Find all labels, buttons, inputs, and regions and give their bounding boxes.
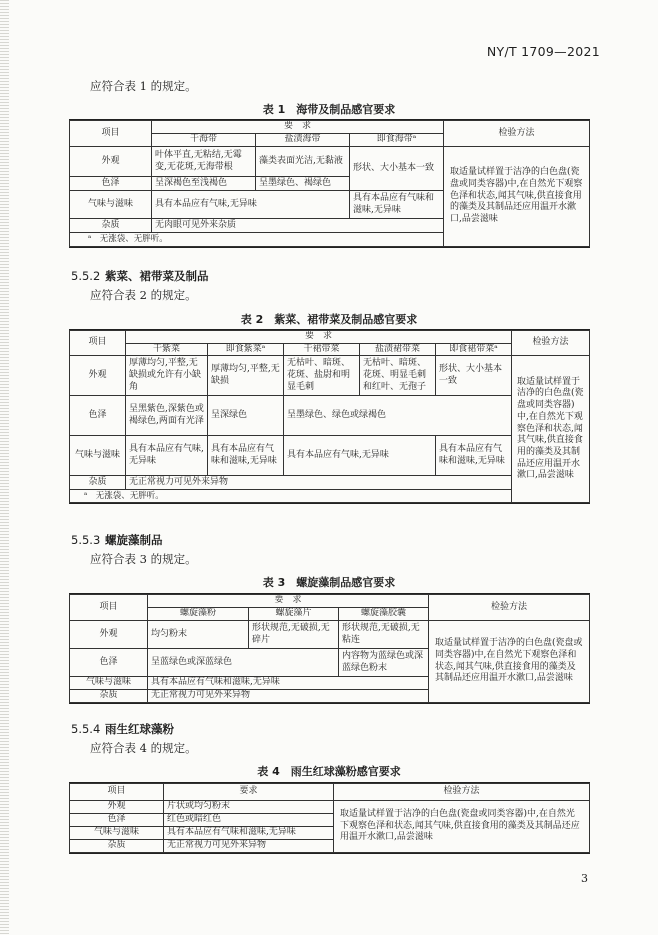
section-5-5-4 [71, 721, 174, 737]
table2-cell: 具有本品应有气味和滋味,无异味 [436, 436, 512, 476]
table1-sub-dry: 干海带 [152, 134, 256, 147]
table1-item-header: 项目 [70, 121, 152, 147]
table1-cell: 形状、大小基本一致 [350, 147, 444, 191]
table4-method-header: 检验方法 [334, 784, 590, 801]
table3-sub: 螺旋藻片 [249, 608, 339, 621]
table1-cell: 藻类表面光洁,无黏液 [256, 147, 350, 177]
table3-cell: 形状规范,无破损,无碎片 [249, 621, 339, 649]
table2-cell: 无枯叶、暗斑、花斑、明显毛刺和红叶、无孢子 [360, 356, 436, 396]
table2-sub: 干裙带菜 [284, 343, 360, 356]
table1-sub-salted: 盐渍海带 [256, 134, 350, 147]
table3-item-header: 项目 [70, 595, 148, 621]
section-number: 5.5.2 [71, 269, 101, 283]
table2-row-label: 气味与滋味 [70, 436, 126, 476]
table3-sub: 螺旋藻粉 [148, 608, 249, 621]
table4-cell: 片状或均匀粉末 [164, 801, 334, 814]
table3-method-header: 检验方法 [429, 595, 590, 621]
table2-cell: 无枯叶、暗斑、花斑、盐尉和明显毛刺 [284, 356, 360, 396]
table3-row-label: 色泽 [70, 649, 148, 677]
table2-cell: 形状、大小基本一致 [436, 356, 512, 396]
table1-cell: 具有本品应有气味,无异味 [152, 191, 350, 219]
table1-row-label: 外观 [70, 147, 152, 177]
table2-cell: 具有本品应有气味,无异味 [284, 436, 436, 476]
section-5-5-4-text: 应符合表 4 的规定。 [90, 741, 197, 755]
table2-item-header: 项目 [70, 331, 126, 356]
table1-row-label: 色泽 [70, 177, 152, 191]
table1-cell: 呈深褐色至浅褐色 [152, 177, 256, 191]
table4-item-header: 项目 [70, 784, 164, 801]
table1-cell: 叶体平直,无粘结,无霉变,无花斑,无海带根 [152, 147, 256, 177]
table2-cell: 具有本品应有气味和滋味,无异味 [208, 436, 284, 476]
section-number: 5.5.3 [71, 533, 101, 547]
section-5-5-3 [71, 532, 163, 548]
table1 [69, 119, 590, 248]
table4-req-header: 要求 [164, 784, 334, 801]
table2-cell: 具有本品应有气味,无异味 [126, 436, 208, 476]
table1-method-header: 检验方法 [444, 121, 590, 147]
section-5-5-3-text: 应符合表 3 的规定。 [90, 552, 197, 566]
table1-note: ᵃ 无涨袋、无胖听。 [70, 233, 590, 247]
table4-row-label: 色泽 [70, 814, 164, 827]
table1-row-label: 气味与滋味 [70, 191, 152, 219]
table3-req-header: 要 求 [148, 595, 429, 608]
table2-caption: 表 2 紫菜、裙带菜及制品感官要求 [240, 313, 418, 326]
section-title: 紫菜、裙带菜及制品 [105, 269, 209, 283]
table3-cell: 无正常视力可见外来异物 [148, 690, 429, 703]
section-number: 5.5.4 [71, 722, 101, 736]
table4 [69, 782, 590, 854]
table4-row-label: 气味与滋味 [70, 827, 164, 840]
binding-edge [0, 0, 9, 935]
table2-method: 取适量试样置于洁净的白色盘(瓷盘或同类容器)中,在自然光下观察色泽和状态,闻其气味,供直接食用的藻类及其制品还应用温开水漱口,品尝滋味 [512, 356, 590, 503]
section-5-5-2-text: 应符合表 2 的规定。 [90, 288, 197, 302]
page-number: 3 [581, 872, 588, 885]
intro-text: 应符合表 1 的规定。 [90, 79, 197, 93]
table2-cell: 厚薄均匀,平整,无缺损 [208, 356, 284, 396]
table3-row-label: 杂质 [70, 690, 148, 703]
table3 [69, 593, 590, 704]
table4-cell: 无正常视力可见外来异物 [164, 840, 334, 853]
section-title: 雨生红球藻粉 [105, 722, 174, 736]
table3-row-label: 气味与滋味 [70, 677, 148, 690]
table1-cell: 具有本品应有气味和滋味,无异味 [350, 191, 444, 219]
table2-cell: 无正常视力可见外来异物 [126, 476, 512, 490]
table1-caption: 表 1 海带及制品感官要求 [262, 103, 396, 116]
table2-method-header: 检验方法 [512, 331, 590, 356]
table1-req-header: 要 求 [152, 121, 444, 134]
table2-sub: 即食紫菜ᵃ [208, 343, 284, 356]
table4-cell: 红色或暗红色 [164, 814, 334, 827]
table4-cell: 具有本品应有气味和滋味,无异味 [164, 827, 334, 840]
table4-row-label: 杂质 [70, 840, 164, 853]
table3-cell: 具有本品应有气味和滋味,无异味 [148, 677, 429, 690]
table1-cell: 无肉眼可见外来杂质 [152, 219, 444, 233]
table1-cell: 呈墨绿色、褐绿色 [256, 177, 350, 191]
table4-method: 取适量试样置于洁净的白色盘(瓷盘或同类容器)中,在自然光下观察色泽和状态,闻其气味,供直接食用的藻类及其制品还应用温开水漱口,品尝滋味 [334, 801, 590, 853]
table3-cell: 形状规范,无破损,无粘连 [339, 621, 429, 649]
table2-cell: 呈深绿色 [208, 396, 284, 436]
table2-req-header: 要 求 [126, 331, 512, 344]
standard-code: NY/T 1709—2021 [486, 44, 600, 59]
table1-method: 取适量试样置于洁净的白色盘(瓷盘或同类容器)中,在自然光下观察色泽和状态,闻其气味,供直接食用的藻类及其制品还应用温开水漱口,品尝滋味 [444, 147, 590, 247]
table2-row-label: 杂质 [70, 476, 126, 490]
table3-cell: 均匀粉末 [148, 621, 249, 649]
table3-caption: 表 3 螺旋藻制品感官要求 [262, 576, 396, 589]
table3-row-label: 外观 [70, 621, 148, 649]
table2-row-label: 色泽 [70, 396, 126, 436]
table2 [69, 329, 590, 504]
section-5-5-2 [71, 268, 209, 284]
table1-sub-instant: 即食海带ᵃ [350, 134, 444, 147]
table2-note: ᵃ 无涨袋、无胖听。 [70, 490, 512, 503]
table1-row-label: 杂质 [70, 219, 152, 233]
table2-row-label: 外观 [70, 356, 126, 396]
table2-sub: 盐渍裙带菜 [360, 343, 436, 356]
table4-caption: 表 4 雨生红球藻粉感官要求 [257, 765, 401, 778]
table2-sub: 干紫菜 [126, 343, 208, 356]
table2-cell: 呈墨绿色、绿色或绿褐色 [284, 396, 512, 436]
table3-sub: 螺旋藻胶囊 [339, 608, 429, 621]
table3-cell: 呈蓝绿色或深蓝绿色 [148, 649, 339, 677]
table4-row-label: 外观 [70, 801, 164, 814]
table2-sub: 即食裙带菜ᵃ [436, 343, 512, 356]
table3-method: 取适量试样置于洁净的白色盘(瓷盘或同类容器)中,在自然光下观察色泽和状态,闻其气味,供直接食用的藻类及其制品还应用温开水漱口,品尝滋味 [429, 621, 590, 703]
section-title: 螺旋藻制品 [105, 533, 163, 547]
table3-cell: 内容物为蓝绿色或深蓝绿色粉末 [339, 649, 429, 677]
table2-cell: 厚薄均匀,平整,无缺损或允许有小缺角 [126, 356, 208, 396]
table2-cell: 呈黑紫色,深紫色或褐绿色,两面有光泽 [126, 396, 208, 436]
